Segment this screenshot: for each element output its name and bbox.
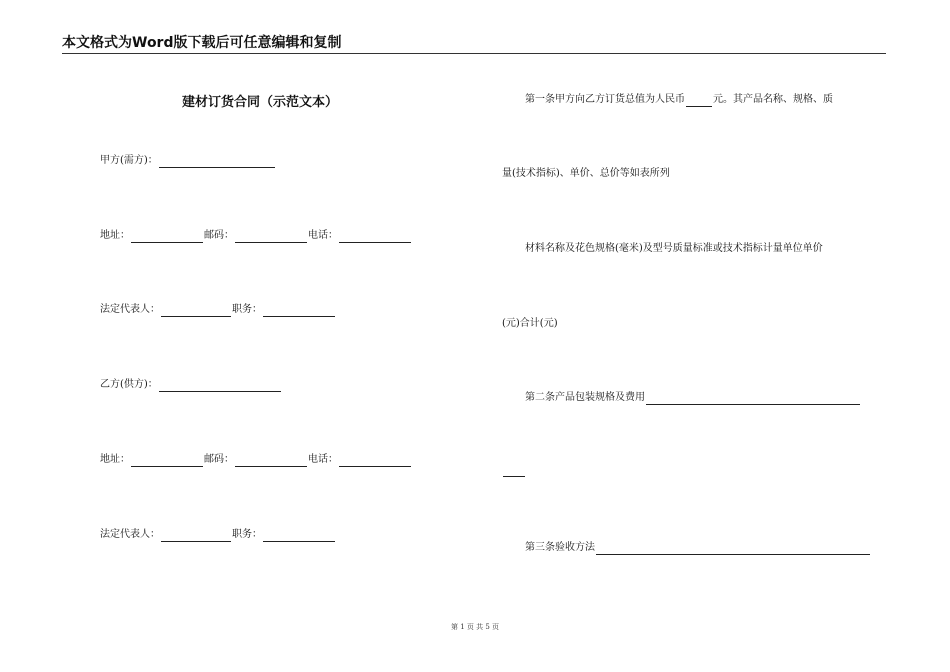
party-a-postcode-label: 邮码： <box>204 230 234 241</box>
party-b-postcode-blank <box>235 455 307 467</box>
party-b-rep-label: 法定代表人： <box>100 529 160 540</box>
party-b-postcode-label: 邮码： <box>204 454 234 465</box>
party-a-blank <box>159 156 275 168</box>
party-b-phone-blank <box>339 455 411 467</box>
clause-1-text-c: 量(技术指标)、单价、总价等如表所列 <box>502 168 670 179</box>
party-a-rep-label: 法定代表人： <box>100 304 160 315</box>
table-header-line-2 <box>502 317 558 331</box>
party-a-postcode-blank <box>235 231 307 243</box>
party-a-position-label: 职务： <box>232 304 262 315</box>
clause-3-blank <box>596 543 870 555</box>
table-header-text-2: (元)合计(元) <box>502 318 558 329</box>
clause-1-text-b: 元。其产品名称、规格、质 <box>713 94 833 105</box>
party-a-line <box>100 154 276 168</box>
party-a-phone-label: 电话： <box>308 230 338 241</box>
party-a-rep-line <box>100 303 336 317</box>
document-title: 建材订货合同（示范文本） <box>181 95 338 110</box>
clause-2-blank <box>646 393 860 405</box>
table-header-line-1 <box>525 242 823 256</box>
page-header: 本文格式为Word版下载后可任意编辑和复制 <box>62 35 342 51</box>
clause-1-line-2 <box>502 167 670 181</box>
clause-1-amount-blank <box>686 95 712 107</box>
table-header-text-1: 材料名称及花色规格(毫米)及型号质量标准或技术指标计量单位单价 <box>525 243 823 254</box>
page-footer: 第 1 页 共 5 页 <box>450 623 500 631</box>
party-b-position-label: 职务： <box>232 529 262 540</box>
party-b-position-blank <box>263 530 335 542</box>
party-b-address-line <box>100 453 412 467</box>
party-b-phone-label: 电话： <box>308 454 338 465</box>
clause-1-text-a: 第一条甲方向乙方订货总值为人民币 <box>525 94 685 105</box>
party-b-blank <box>159 380 281 392</box>
party-a-label: 甲方(需方)： <box>100 155 158 166</box>
party-b-rep-line <box>100 528 336 542</box>
party-b-line <box>100 378 282 392</box>
header-divider <box>62 53 886 54</box>
party-a-address-blank <box>131 231 203 243</box>
party-b-address-label: 地址： <box>100 454 130 465</box>
party-a-position-blank <box>263 305 335 317</box>
party-a-phone-blank <box>339 231 411 243</box>
party-b-address-blank <box>131 455 203 467</box>
clause-2-continuation-blank <box>503 465 525 477</box>
party-a-rep-blank <box>161 305 231 317</box>
party-b-label: 乙方(供方)： <box>100 379 158 390</box>
party-a-address-label: 地址： <box>100 230 130 241</box>
clause-3-text: 第三条验收方法 <box>525 542 595 553</box>
clause-3-line <box>525 541 871 555</box>
party-a-address-line <box>100 229 412 243</box>
clause-2-line <box>525 391 861 405</box>
clause-2-text: 第二条产品包装规格及费用 <box>525 392 645 403</box>
clause-1-line-1 <box>525 93 833 107</box>
party-b-rep-blank <box>161 530 231 542</box>
clause-2-continuation <box>502 465 526 477</box>
